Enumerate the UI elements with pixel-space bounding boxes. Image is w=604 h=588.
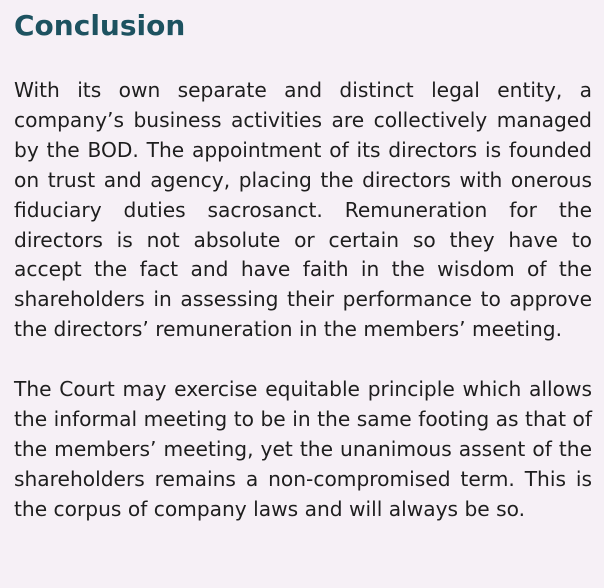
paragraph-2: The Court may exercise equitable principle which allows the informal meeting to be in the same footing as that of the members’ meeting, yet the unanimous assent of the shareholders remains a non-compromised term. This is the corpus of company laws and will always be so.: [14, 377, 592, 521]
section-heading: Conclusion: [14, 9, 186, 42]
paragraph-1: With its own separate and distinct legal entity, a company’s business activities are collectively managed by the BOD. The appointment of its directors is founded on trust and agency, placing the directors with onerous fiduciary duties sacrosanct. Remuneration for the directors is not absolute or certain so they have to accept the fact and have faith in the wisdom of the shareholders in assessing their performance to approve the directors’ remuneration in the members’ meeting.: [14, 78, 592, 342]
document-page: [14, 6, 592, 525]
